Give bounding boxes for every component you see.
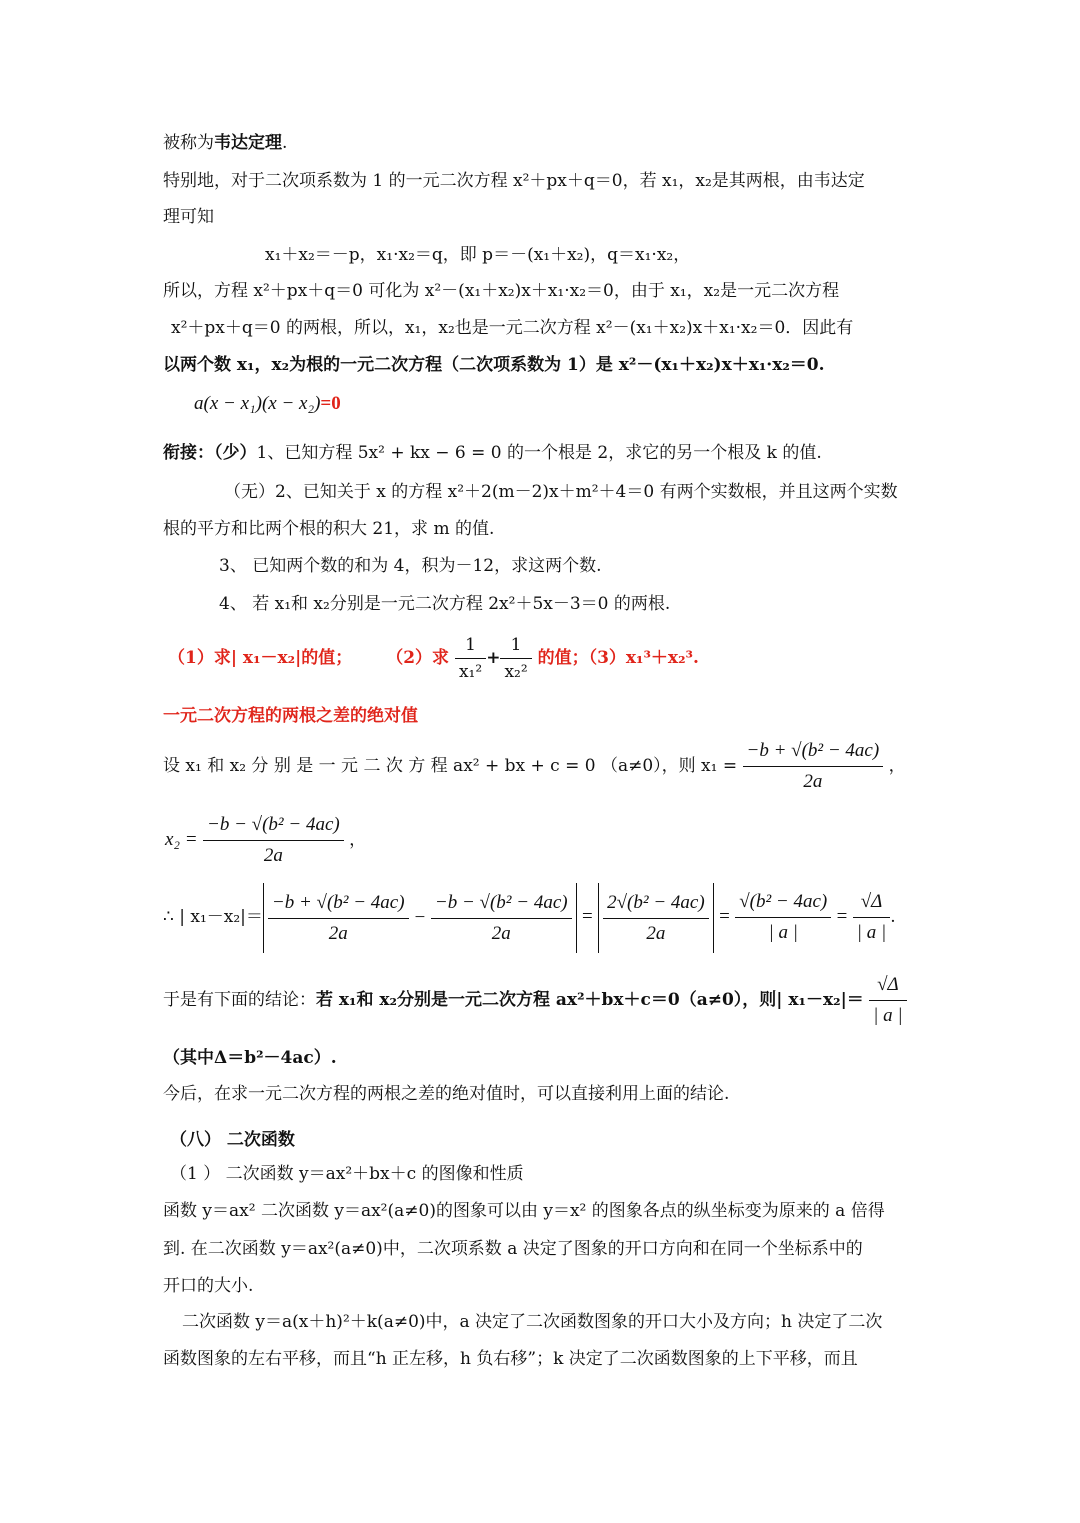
text-line-5: 函数图象的左右平移，而且“h 正左移，h 负右移”；k 决定了二次函数图象的上下平移，而且 [163,1349,858,1369]
paragraph-2b: 理可知 [163,207,214,227]
fraction-x1: $\frac{\text{−b + √(b² − 4ac)}}{2a}$ [743,736,884,797]
delta-definition: （其中Δ＝b²－4ac）. [163,1048,337,1068]
section-heading: 一元二次方程的两根之差的绝对值 [163,706,418,726]
conclusion-bold: 若 x₁和 x₂分别是一元二次方程 ax²＋bx＋c＝0（a≠0），则| x₁－x₂|＝ [316,990,864,1010]
root-x2 [165,810,366,871]
paragraph-6: 以两个数 x₁，x₂为根的一元二次方程（二次项系数为 1）是 x²－(x₁＋x₂)x＋x₁·x₂＝0. [163,355,825,375]
text: x₂ = [165,829,198,850]
q2-label: （2）求 [386,648,450,668]
exercise-questions: （1）求| x₁－x₂|的值； （2）求 $\frac{1}{\text{x₁²}}$ + $\frac{1}{\text{x₂²}}$ 的值；（3）x₁³＋x₂³. [168,628,699,688]
fraction-conclusion: $\frac{√\Delta}{| a |}$ [869,970,906,1031]
root-x1 [163,736,906,797]
text: 被称为 [163,133,214,153]
paragraph-2: 特别地，对于二次项系数为 1 的一元二次方程 x²＋px＋q＝0，若 x₁，x₂是其两根，由韦达定 [163,171,865,191]
exercise-3: 3、 已知两个数的和为 4，积为－12，求这两个数. [219,556,602,576]
text: . [282,133,288,153]
factored-form [194,392,341,416]
paragraph-future: 今后，在求一元二次方程的两根之差的绝对值时，可以直接利用上面的结论. [163,1084,730,1104]
abs-expression: $\frac{\text{−b + √(b² − 4ac)}}{2a}$ − $\frac{\text{−b − √(b² − 4ac)}}{2a}$ [263,883,577,953]
exercise-2b: 根的平方和比两个根的积大 21，求 m 的值. [163,519,495,539]
vieta-formulas: x₁＋x₂＝－p，x₁·x₂＝q，即 p＝－(x₁＋x₂)，q＝x₁·x₂， [265,245,691,265]
exercise-4: 4、 若 x₁和 x₂分别是一元二次方程 2x²＋5x－3＝0 的两根. [219,594,671,614]
fraction-2: $\frac{1}{\text{x₂²}}$ [500,632,531,685]
formula: a(x − x₁)(x − x₂) [194,393,321,414]
text: 于是有下面的结论： [163,990,316,1010]
text-line-1: 函数 y＝ax² 二次函数 y＝ax²(a≠0)的图象可以由 y＝x² 的图象各点的纵坐标变为原来的 a 倍得 [163,1201,885,1221]
derivation: ∴ | x₁－x₂|＝ $\frac{\text{−b + √(b² − 4ac)}}{2a}$ − $\frac{\text{−b − √(b² − 4ac)}}{2a}$ = $\frac{\text{2√(b² − 4ac)}}{2a}$ = $\frac{\text{√(b² − 4ac)}}{| a |}$ = $\frac{√\Delta}{| a |}$ . [163,882,896,953]
q1: （1）求| x₁－x₂|的值； [168,648,353,668]
text: ， [349,830,367,850]
paragraph-1 [163,131,287,155]
text-line-2: 到. 在二次函数 y＝ax²(a≠0)中，二次项系数 a 决定了图象的开口方向和在同一个坐标系中的 [163,1239,863,1259]
subsection-heading: （1 ） 二次函数 y＝ax²＋bx＋c 的图像和性质 [170,1164,524,1184]
conclusion [163,968,907,1032]
paragraph-4: 所以，方程 x²＋px＋q＝0 可化为 x²－(x₁＋x₂)x＋x₁·x₂＝0，由于 x₁，x₂是一元二次方程 [163,281,840,301]
text-line-4: 二次函数 y＝a(x＋h)²＋k(a≠0)中，a 决定了二次函数图象的开口大小及方向；h 决定了二次 [182,1312,883,1332]
formula-red: =0 [320,393,341,414]
text: 1、已知方程 5x² + kx − 6 = 0 的一个根是 2，求它的另一个根及 k 的值. [256,443,822,463]
paragraph-5: x²＋px＋q＝0 的两根，所以，x₁，x₂也是一元二次方程 x²－(x₁＋x₂)x＋x₁·x₂＝0．因此有 [171,318,854,338]
label: 衔接：（少） [163,443,257,463]
fraction-1: $\frac{1}{\text{x₁²}}$ [455,632,486,685]
abs-expression-2: $\frac{\text{2√(b² − 4ac)}}{2a}$ [598,883,714,953]
text: 设 x₁ 和 x₂ 分 别 是 一 元 二 次 方 程 ax² + bx + c = 0 （a≠0），则 x₁ = [163,756,738,776]
text-line-3: 开口的大小. [163,1276,254,1296]
text: ， [888,756,906,776]
exercise-1 [163,441,822,465]
text: ∴ | x₁－x₂|＝ [163,907,263,927]
fraction-x2: $\frac{\text{−b − √(b² − 4ac)}}{2a}$ [203,810,344,871]
q2-q3: 的值；（3）x₁³＋x₂³. [537,648,699,668]
exercise-2: （无）2、已知关于 x 的方程 x²＋2(m－2)x＋m²＋4＝0 有两个实数根，并且这两个实数 [224,482,898,502]
chapter-heading: （八） 二次函数 [170,1130,295,1150]
theorem-name: 韦达定理 [214,133,282,153]
